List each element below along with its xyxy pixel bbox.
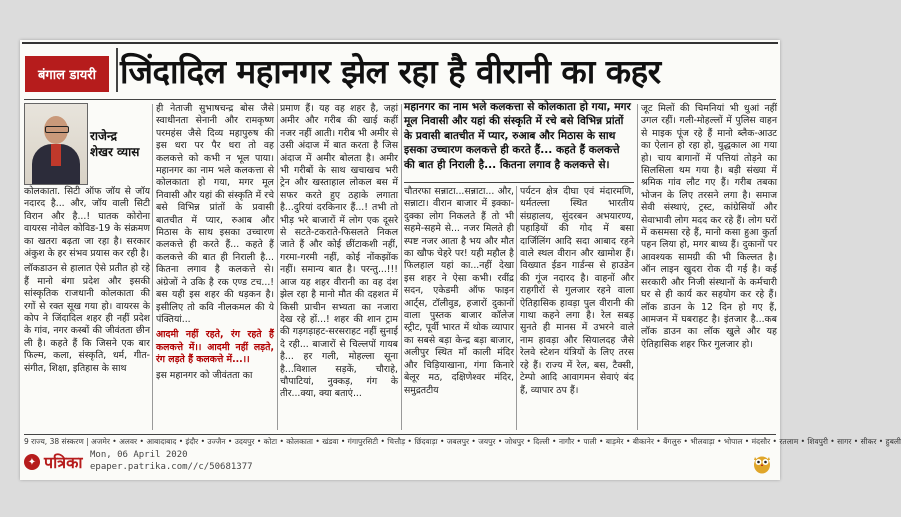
col-divider [277,104,278,430]
epaper-link[interactable]: epaper.patrika.com//c/50681377 [90,462,253,472]
col-divider [516,186,517,430]
column-5-body: पर्यटन क्षेत्र दीघा एवं मंदारमणि, धर्मतल्ला स्थित भारतीय संग्रहालय, सुंदरबन अभयारण्य, पहाड़ियों की गोद में बसा दार्जिलिंग आदि सदा आबाद रहने वाले स्थल वीरान और खामोश हैं। विख्यात ईडन गार्डन्स से हाउडेन की गूंज नदारद है। वाहनों और राहगीरों से गुलजार रहने वाला ऐतिहासिक हावड़ा पुल वीरानी की गाथा कहने लगा है। रेल सबड़ सुनते ही मानस में उभरने वाले नाम हावड़ा और सियालदह जैसे रेलवे स्टेशन यंत्रियों के लिए तरस रहे हैं। राज्य में रेल, बस, टैक्सी, टेम्पो आदि आवागमन सेवाएं बंद हैं, व्यापार ठप हैं। [520,186,634,396]
headline-rule [24,99,776,100]
column-4-body: चौतरफा सन्नाटा...सन्नाटा... और, सन्नाटा। वीरान बाजार में इक्का-दुक्का लोग निकलते हैं तो भी सहमे-सहमे से... नजर मिलते ही स्पष्ट नजर आता है भय और मौत का खौफ चेहरे पर! यही महौल है फिलहाल यहां का...नहीं देखा इस शहर ने ऐसा कभी। रवींद्र सदन, एकेडमी ऑफ फाइन आर्ट्स, टॉलीवुड, हजारों दुकानों वाला पुस्तक बाजार कॉलेज स्ट्रीट, पूर्वी भारत में थोक व्यापार का सबसे बड़ा केन्द्र बड़ा बाजार, अलीपुर स्थित माँ काली मंदिर और चिड़ियाखाना, गंगा किनारे बेलूर मठ, दक्षिणेश्वर मंदिर, समुद्रतटीय [404,186,514,396]
column-2-verse: आदमी नहीं रहते, रंग रहते हैं कलकत्ते में।। आदमी नहीं लड़ते, रंग लड़ते हैं कलकत्ते में...।। [156,329,274,366]
column-2-body: ही नेताजी सुभाषचन्द्र बोस जैसे स्वाधीनता सेनानी और रामकृष्ण परमहंस जैसे दिव्य महापुरुष की इस धरा पर पैर धरा तो वह कलकत्ते को कभी न भूल पाया। महानगर का नाम भले कलकत्ता से कोलकाता हो गया, मगर मूल निवासी और यहां की संस्कृति में रचे बसे विभिन्न प्रांतों के प्रवासी बातचीत में प्यार, रुआब और मिठास के साथ इसका उच्चारण कलकत्ते ही करते हैं... कहते हैं कलकत्ते की बात ही निराली है... कितना लगाव है कलकत्ते से। अंग्रेजों ने उकि है रक एण्ड टच...! बस यही इस शहर की धड़कन है। इसीलिए तो कवि नीलकमल की ये पंक्तियां... [156,103,274,325]
column-6-body: जूट मिलों की चिमनियां भी धुआं नहीं उगल रहीं। गली-मोहल्लों में पुलिस वाहन से माइक पूंज रहे हैं मानो ब्लैक-आउट का ऐलान हो रहा हो, युद्धकाल आ गया हो। चाय बागानों में पत्तियां तोड़ने का सिलसिला थम गया है। बड़ी संख्या में श्रमिक गांव लौट गए हैं। गरीब तबका भोजन के लिए तरसने लगा है। समाज सेवी संस्थाएं, ट्रस्ट, कांग्रेसियों और सेवाभावी लोग मदद कर रहे हैं। लोग घरों में कसमसा रहे हैं, मानो कसा हुआ कुर्ता पहन लिया हो, मगर बाध्य हैं। दुकानों पर आवश्यक सामग्री की भी किल्लत है। ऑन लाइन खुदरा रोक दी गई है। कई सरकारी और निजी संस्थानों के कर्मचारी घर से ही कार्य कर सहयोग कर रहे हैं। लॉक डाउन के 12 दिन हो गए हैं, आमजन में घबराहट है। इंतजार है...कब लॉक डाउन का लॉक खुले और यह ऐतिहासिक शहर फिर गुलजार हो। [641,103,777,350]
col-divider [401,104,402,430]
author-last-name: शेखर व्यास [90,145,140,159]
column-1-body: लॉकडाउन से हालात ऐसे प्रतीत हो रहे हैं मानो बंगा प्रदेश और इसकी सांस्कृतिक राजधानी कोलकाता की रगों से रक्त सूख गया हो। वायरस के कोप ने जिंदादिल शहर ही नहीं प्रदेश के गांव, नगर कस्बों की जीवंतता छीन ली है। कहते हैं कि जिसने एक बार फिल्म, कला, संस्कृति, धर्म, गीत-संगीत, शिक्षा, इतिहास के साथ [24,263,150,374]
edition-info [90,449,253,473]
column-3 [280,103,398,433]
pull-quote: महानगर का नाम भले कलकत्ता से कोलकाता हो गया, मगर मूल निवासी और यहां की संस्कृति में रचे बसे विभिन्न प्रांतों के प्रवासी बातचीत में प्यार, रुआब और मिठास के साथ इसका उच्चारण कलकत्ते ही करते हैं... कहते हैं कलकत्ते की बात ही निराली है... कितना लगाव है कलकत्ते से। [404,101,631,171]
column-2 [156,103,274,433]
tag-divider [116,48,118,92]
column-4 [404,186,514,434]
column-1-lead: कोलकाता. सिटी ऑफ जॉय से जॉय नदारद है... और, जॉय वाली सिटी विरान और है...! घातक कोरोना वायरस नोवेल कोविड-19 के संक्रमण का खतरा बढ़ता जा रहा है। सरकार अंकुश के हर संभव प्रयास कर रही है। [24,186,150,260]
column-6 [641,103,777,433]
footer-rule [24,434,776,435]
section-tag: बंगाल डायरी [25,56,109,92]
author-byline [90,128,150,160]
col-divider [152,104,153,430]
owl-mascot-icon [752,452,772,474]
author-first-name: राजेन्द्र [90,129,118,143]
logo-word: पत्रिका [44,453,83,472]
col-divider [637,104,638,430]
pull-quote-rule [404,182,634,183]
editions-line: 9 राज्य, 38 संस्करण | अजमेर • अलवर • आबादाबाद • इंदौर • उज्जैन • उदयपुर • कोटा • कोलकाता • खंडवा • गंगापुरसिटी • चित्तौड़ • छिंदवाड़ा • जबलपुर • जयपुर • जोधपुर • दिल्ली • नागौर • पाली • बाड़मेर • बीकानेर • बैंगलुरु • भीलवाड़ा • भोपाल • मंदसौर • रतलाम • शिवपुरी • सागर • सीकर • हुबली [24,437,901,446]
logo-mark-icon: ✦ [24,454,40,470]
column-1 [24,186,150,434]
edition-date: Mon, 06 April 2020 [90,450,188,460]
headline: जिंदादिल महानगर झेल रहा है वीरानी का कहर [120,52,661,91]
author-photo [24,103,88,185]
column-5 [520,186,634,434]
column-2-end: इस महानगर को जीवंतता का [156,369,253,381]
column-3-body: प्रमाण हैं। यह वह शहर है, जहां अमीर और गरीब की खाई कहीं नजर नहीं आती। गरीब भी अमीर से उसी अंदाज में बात करता है जिस अंदाज में अमीर बोलता है। अमीर भी गरीबों के साथ खचाखच भरी ट्रेन और खस्ताहाल लोकल बस में सफर करते हुए ठहाके लगाता है...दुरियां दरकिनार हैं...! तभी तो भीड़ भरे बाजारों में लोग एक दूसरे से सटते-टकराते-फिसलते निकल जाते हैं और कोई छींटाकशी नहीं, गरमा-गरमी नहीं, कोई नोंकझोंक नहीं। समान्य बात है। परन्तु...!!! आज यह शहर वीरानी का वह दंश झेल रहा है मानो मौत की दहशत में किसी प्राचीन सभ्यता का नजारा देख रहे हों...! शहर की शान ट्राम की गड़गड़ाहट-सरसराहट नहीं सुनाई दे रही... बाजारों से चिल्लपों गायब है... हर गली, मोहल्ला सूना है...विशाल सड़कें, चौराहे, चौपाटियां, नुक्कड़, गंग के तीर...क्या, क्या बताएं... [280,103,398,400]
